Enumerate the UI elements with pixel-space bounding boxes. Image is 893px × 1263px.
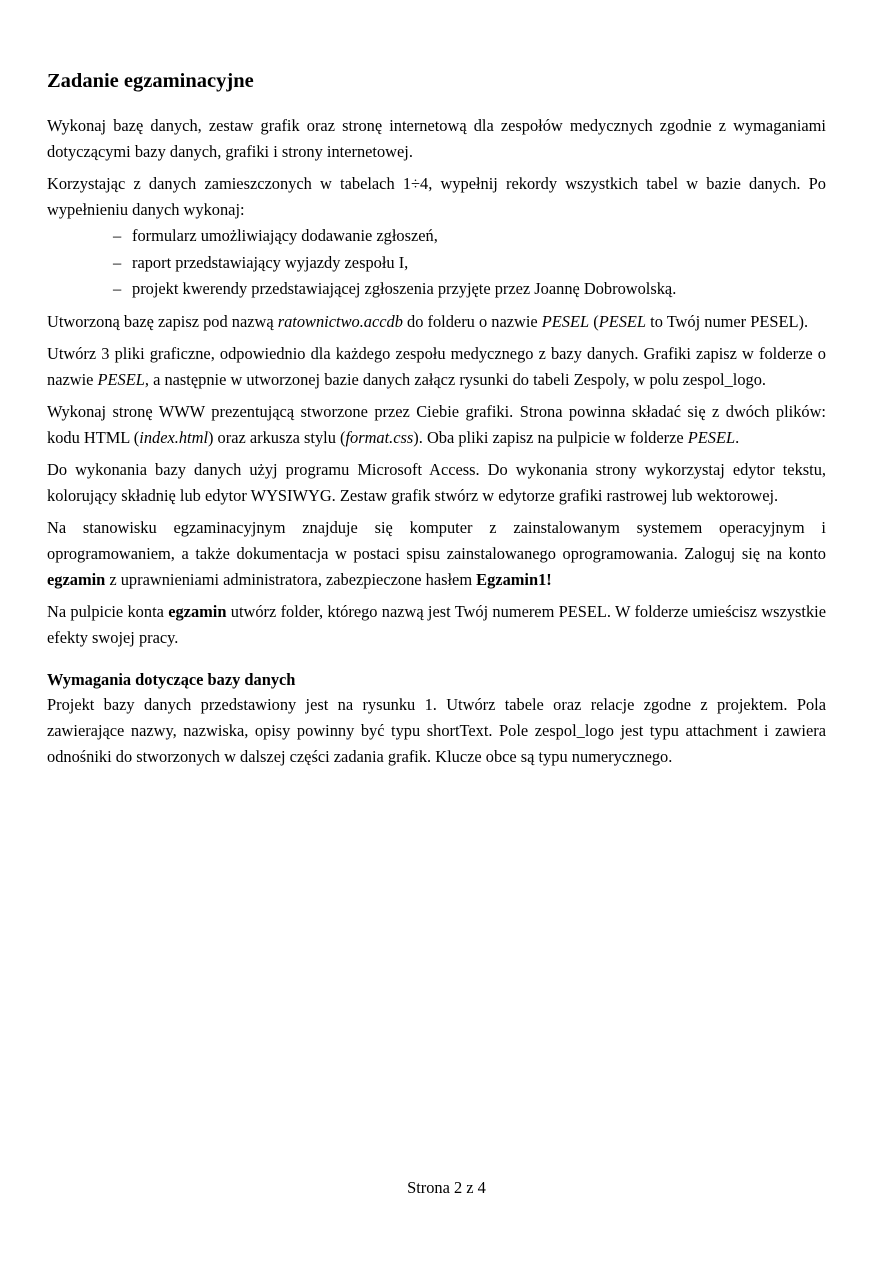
- page-number: Strona 2 z 4: [407, 1178, 486, 1197]
- software-paragraph: Do wykonania bazy danych użyj programu Microsoft Access. Do wykonania strony wykorzystaj edytor tekstu, kolorujący składnię lub edytor WYSIWYG. Zestaw grafik stwórz w edytorze grafiki rastrowej lub wektorowej.: [47, 459, 826, 505]
- page-title: Zadanie egzaminacyjne: [47, 70, 254, 92]
- list-item: – projekt kwerendy przedstawiającej zgłoszenia przyjęte przez Joannę Dobrowolską.: [113, 276, 826, 303]
- workstation-paragraph: Na stanowisku egzaminacyjnym znajduje się komputer z zainstalowanym systemem operacyjnym i oprogramowaniem, a także dokumentacja w postaci spisu zainstalowanego oprogramowania. Zaloguj się na konto egzamin z uprawnieniami administratora, zabezpieczone hasłem Egzamin1!: [47, 517, 826, 589]
- db-requirements-paragraph: Projekt bazy danych przedstawiony jest na rysunku 1. Utwórz tabele oraz relacje zgodne z projektem. Pola zawierające nazwy, nazwiska, opisy powinny być typu shortText. Pole zespol_logo jest typu attachment i zawiera odnośniki do stworzonych w dalszej części zadania grafik. Klucze obce są typu numerycznego.: [47, 694, 826, 766]
- data-instructions-paragraph: Korzystając z danych zamieszczonych w tabelach 1÷4, wypełnij rekordy wszystkich tabel w bazie danych. Po wypełnieniu danych wykonaj:: [47, 174, 826, 219]
- document-page: [47, 66, 826, 776]
- save-db-paragraph: Utworzoną bazę zapisz pod nazwą ratownictwo.accdb do folderu o nazwie PESEL (PESEL to Twój numer PESEL).: [47, 311, 809, 331]
- graphics-paragraph: Utwórz 3 pliki graficzne, odpowiednio dla każdego zespołu medycznego z bazy danych. Grafiki zapisz w folderze o nazwie PESEL, a następnie w utworzonej bazie danych załącz rysunki do tabeli Zespoly, w polu zespol_logo.: [47, 343, 826, 389]
- db-requirements-heading: Wymagania dotyczące bazy danych: [47, 669, 296, 689]
- website-paragraph: Wykonaj stronę WWW prezentującą stworzone przez Ciebie grafiki. Strona powinna składać się z dwóch plików: kodu HTML (index.html) oraz arkusza stylu (format.css). Oba pliki zapisz na pulpicie w folderze PESEL.: [47, 401, 826, 447]
- list-item: – formularz umożliwiający dodawanie zgłoszeń,: [113, 223, 826, 250]
- list-item: – raport przedstawiający wyjazdy zespołu I,: [113, 250, 826, 277]
- intro-paragraph: Wykonaj bazę danych, zestaw grafik oraz stronę internetową dla zespołów medycznych zgodnie z wymaganiami dotyczącymi bazy danych, grafiki i strony internetowej.: [47, 116, 826, 161]
- task-list: [47, 223, 826, 303]
- folder-paragraph: Na pulpicie konta egzamin utwórz folder, którego nazwą jest Twój numerem PESEL. W folderze umieścisz wszystkie efekty swojej pracy.: [47, 601, 826, 647]
